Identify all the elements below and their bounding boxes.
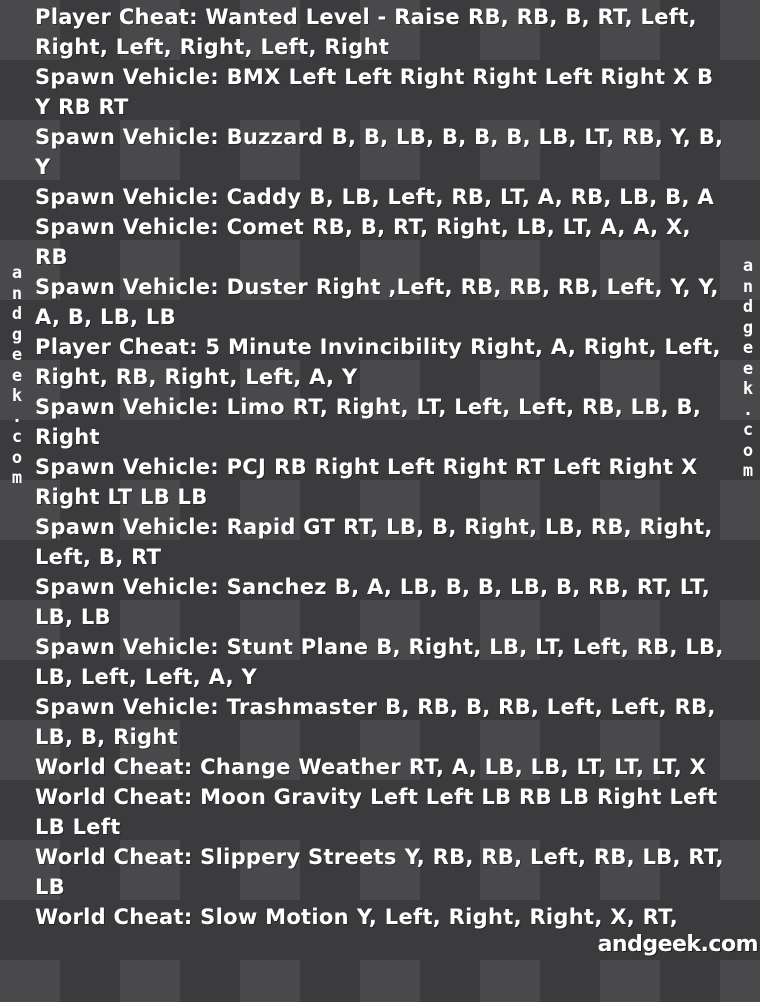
cheat-name: World Cheat: Slippery Streets <box>35 845 397 869</box>
watermark-right <box>737 256 759 482</box>
cheat-entry <box>35 572 730 632</box>
cheat-entry <box>35 182 730 212</box>
cheat-entry <box>35 902 730 932</box>
cheat-name: World Cheat: Slow Motion <box>35 905 349 929</box>
cheat-name: Spawn Vehicle: Sanchez <box>35 575 327 599</box>
cheat-code: B, A, LB, B, B, LB, B, RB, RT, LT, LB, LB <box>35 575 710 629</box>
cheat-entry <box>35 62 730 122</box>
cheat-code: RT, LB, B, Right, LB, RB, Right, Left, B, RT <box>35 515 713 569</box>
watermark-char: d <box>742 297 754 317</box>
cheat-code: Y, RB, RB, Left, RB, LB, RT, LB <box>35 845 724 899</box>
cheat-name: Player Cheat: Wanted Level - Raise <box>35 5 460 29</box>
cheat-code: B, Right, LB, LT, Left, RB, LB, LB, Left, Left, A, Y <box>35 635 724 689</box>
cheat-entry <box>35 332 730 392</box>
cheat-entry <box>35 752 730 782</box>
watermark-char: g <box>742 317 754 338</box>
cheat-entry <box>35 782 730 842</box>
watermark-char: a <box>11 263 23 283</box>
watermark-char: a <box>742 256 754 276</box>
watermark-char: e <box>742 358 754 379</box>
cheat-name: World Cheat: Moon Gravity <box>35 785 363 809</box>
cheat-code: Left Left LB RB LB Right Left LB Left <box>35 785 718 839</box>
cheat-code: B, LB, Left, RB, LT, A, RB, LB, B, A <box>309 185 714 209</box>
cheat-entry <box>35 692 730 752</box>
cheat-entry <box>35 842 730 902</box>
cheat-name: Player Cheat: 5 Minute Invincibility <box>35 335 463 359</box>
cheat-code: RB, RB, B, RT, Left, Right, Left, Right, Left, Right <box>35 5 697 59</box>
watermark-char: g <box>11 324 23 345</box>
watermark-char: . <box>742 399 754 420</box>
cheat-entry <box>35 392 730 452</box>
cheat-name: Spawn Vehicle: Trashmaster <box>35 695 378 719</box>
cheat-entry <box>35 212 730 272</box>
cheat-code: RT, Right, LT, Left, Left, RB, LB, B, Right <box>35 395 702 449</box>
watermark-left <box>6 263 28 489</box>
watermark-char: n <box>11 283 23 304</box>
watermark-char: m <box>742 461 754 481</box>
cheat-list <box>35 2 730 932</box>
cheat-code: RT, A, LB, LB, LT, LT, LT, X <box>408 755 707 779</box>
watermark-char: o <box>742 440 754 461</box>
cheat-code: B, B, LB, B, B, B, LB, LT, RB, Y, B, Y <box>35 125 724 179</box>
watermark-char: c <box>742 420 754 440</box>
watermark-char: o <box>11 447 23 468</box>
watermark-char: e <box>742 338 754 358</box>
cheat-name: Spawn Vehicle: Caddy <box>35 185 302 209</box>
cheat-code: Right, A, Right, Left, Right, RB, Right, Left, A, Y <box>35 335 721 389</box>
cheat-name: Spawn Vehicle: Stunt Plane <box>35 635 369 659</box>
watermark-char: e <box>11 365 23 386</box>
cheat-entry <box>35 512 730 572</box>
cheat-code: Left Left Right Right Left Right X B Y RB RT <box>35 65 714 119</box>
cheat-entry <box>35 632 730 692</box>
cheat-entry <box>35 122 730 182</box>
watermark-char: n <box>742 276 754 297</box>
cheat-entry <box>35 452 730 512</box>
watermark-char: k <box>11 386 23 406</box>
watermark-char: m <box>11 468 23 488</box>
cheat-code: RB Right Left Right RT Left Right X Right LT LB LB <box>35 455 698 509</box>
cheat-name: World Cheat: Change Weather <box>35 755 401 779</box>
cheat-name: Spawn Vehicle: Buzzard <box>35 125 324 149</box>
watermark-char: . <box>11 406 23 427</box>
watermark-char: c <box>11 427 23 447</box>
cheat-code: B, RB, B, RB, Left, Left, RB, LB, B, Right <box>35 695 716 749</box>
cheat-entry <box>35 2 730 62</box>
cheat-code: RB, B, RT, Right, LB, LT, A, A, X, RB <box>35 215 691 269</box>
cheat-name: Spawn Vehicle: BMX <box>35 65 281 89</box>
watermark-logo: andgeek.com <box>597 932 758 957</box>
cheat-name: Spawn Vehicle: Duster <box>35 275 308 299</box>
cheat-code: Right ,Left, RB, RB, RB, Left, Y, Y, A, B, LB, LB <box>35 275 719 329</box>
watermark-char: k <box>742 379 754 399</box>
watermark-char: d <box>11 304 23 324</box>
cheat-name: Spawn Vehicle: Rapid GT <box>35 515 336 539</box>
watermark-char: e <box>11 345 23 365</box>
cheat-entry <box>35 272 730 332</box>
cheat-name: Spawn Vehicle: Comet <box>35 215 305 239</box>
cheat-name: Spawn Vehicle: PCJ <box>35 455 267 479</box>
cheat-name: Spawn Vehicle: Limo <box>35 395 285 419</box>
cheat-code: Y, Left, Right, Right, X, RT, <box>356 905 679 929</box>
